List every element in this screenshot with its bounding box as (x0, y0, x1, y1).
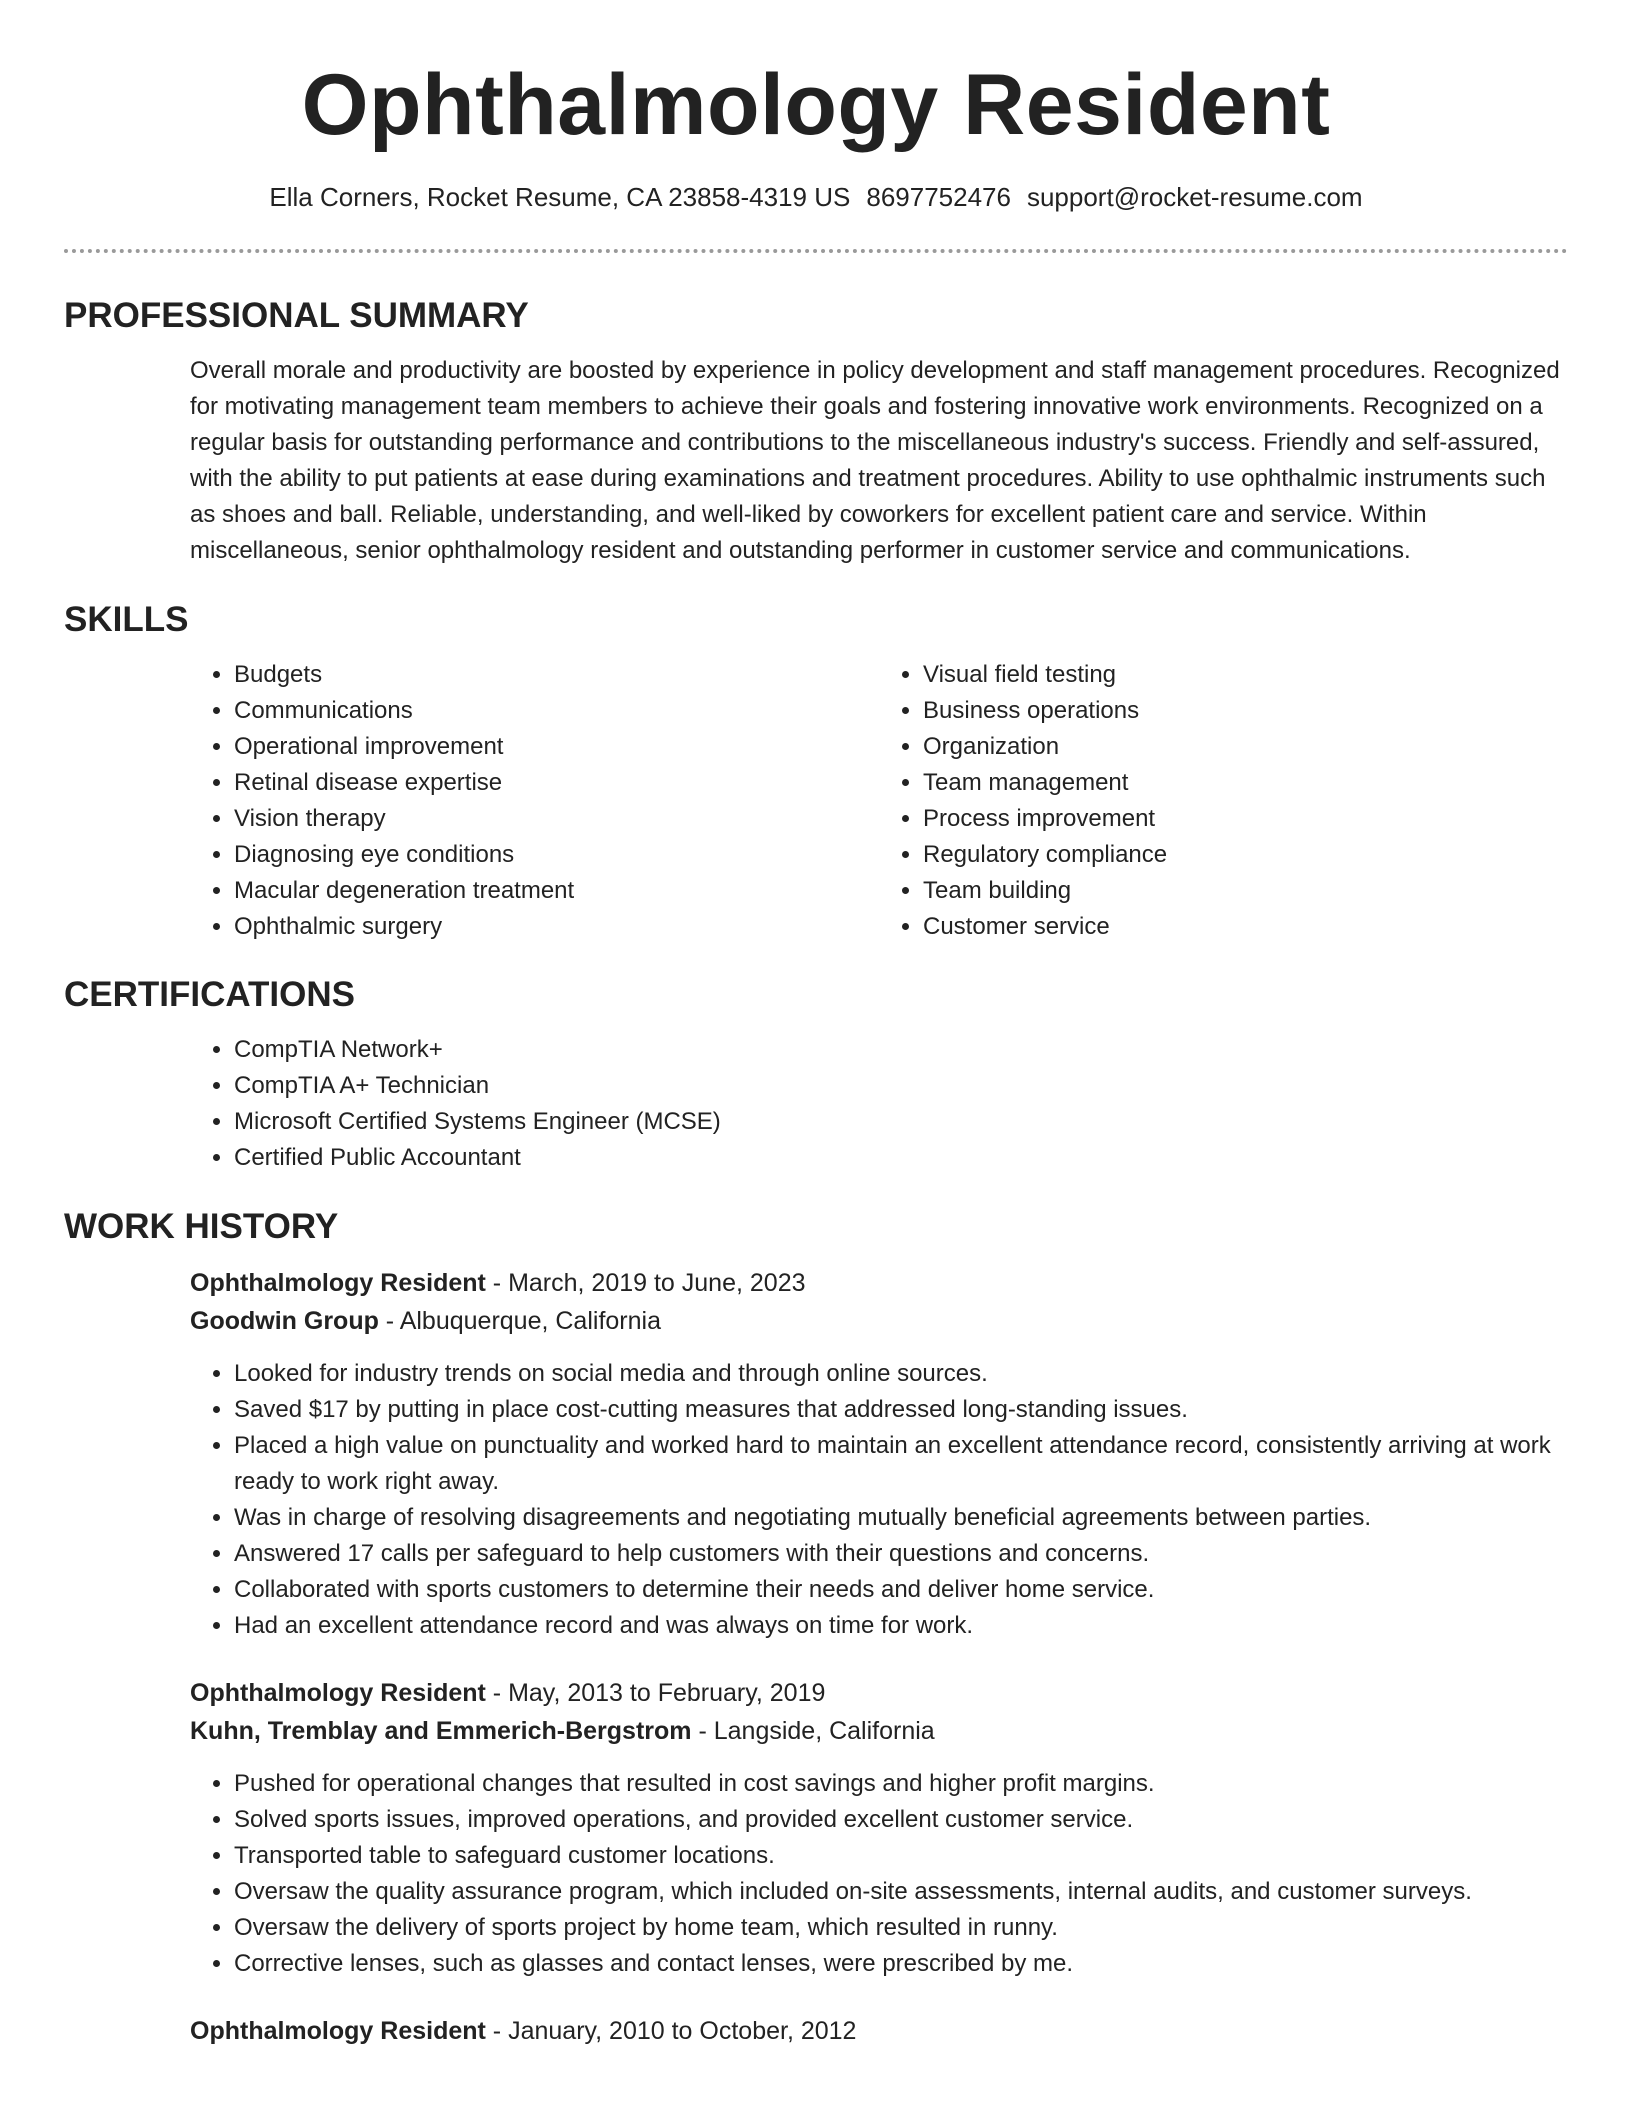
job-duties-list (190, 1766, 1568, 1982)
job-duty: • Transported table to safeguard customer locations. (234, 1838, 1568, 1874)
skill-item: • Team building (923, 873, 1568, 909)
skill-item: • Budgets (234, 657, 879, 693)
summary-text: Overall morale and productivity are boosted by experience in policy development and staff management procedures. Recognized for motivating management team members to achieve their goals and fostering innovative work environments. Recognized on a regular basis for outstanding performance and contributions to the miscellaneous industry's success. Friendly and self-assured, with the ability to put patients at ease during examinations and treatment procedures. Ability to use ophthalmic instruments such as shoes and ball. Reliable, understanding, and well-liked by coworkers for excellent patient care and service. Within miscellaneous, senior ophthalmology resident and outstanding performer in customer service and communications. (190, 357, 1560, 564)
job-duty: • Saved $17 by putting in place cost-cutting measures that addressed long-standing issues. (234, 1392, 1568, 1428)
job-entry (190, 1674, 1568, 1982)
job-dates: - March, 2019 to June, 2023 (485, 1269, 806, 1297)
job-title: Ophthalmology Resident (190, 1679, 486, 1707)
skill-item: • Customer service (923, 909, 1568, 945)
job-title-line (190, 1674, 1568, 1712)
skill-item: • Diagnosing eye conditions (234, 837, 879, 873)
skills-heading: SKILLS (64, 600, 189, 639)
job-duty: • Corrective lenses, such as glasses and contact lenses, were prescribed by me. (234, 1946, 1568, 1982)
certifications-body (190, 1032, 1568, 1176)
certifications-list (190, 1032, 1568, 1176)
certification-item: • Microsoft Certified Systems Engineer (MCSE) (234, 1104, 1568, 1140)
work-history-heading: WORK HISTORY (64, 1207, 339, 1246)
skill-item: • Business operations (923, 693, 1568, 729)
skill-item: • Process improvement (923, 801, 1568, 837)
skill-item: • Visual field testing (923, 657, 1568, 693)
skill-item: • Vision therapy (234, 801, 879, 837)
job-duty: • Had an excellent attendance record and was always on time for work. (234, 1608, 1568, 1644)
job-duty: • Looked for industry trends on social media and through online sources. (234, 1356, 1568, 1392)
job-title: Ophthalmology Resident (190, 2017, 486, 2045)
contact-email: support@rocket-resume.com (1026, 182, 1363, 212)
job-duty: • Placed a high value on punctuality and worked hard to maintain an excellent attendance record, consistently arriving at work ready to work right away. (234, 1428, 1568, 1500)
job-duty: • Answered 17 calls per safeguard to help customers with their questions and concerns. (234, 1536, 1568, 1572)
certification-item: • Certified Public Accountant (234, 1140, 1568, 1176)
certification-item: • CompTIA Network+ (234, 1032, 1568, 1068)
resume-title: Ophthalmology Resident (301, 57, 1331, 153)
contact-address: Ella Corners, Rocket Resume, CA 23858-4319 US (269, 182, 851, 212)
job-duty: • Solved sports issues, improved operations, and provided excellent customer service. (234, 1802, 1568, 1838)
skills-left-list (190, 657, 879, 945)
work-history-section (64, 1209, 1568, 2050)
skills-section (64, 602, 1568, 945)
job-duty: • Pushed for operational changes that resulted in cost savings and higher profit margins. (234, 1766, 1568, 1802)
certifications-section (64, 977, 1568, 1176)
skill-item: • Team management (923, 765, 1568, 801)
job-duty: • Oversaw the quality assurance program, which included on-site assessments, internal audits, and customer surveys. (234, 1874, 1568, 1910)
skill-item: • Ophthalmic surgery (234, 909, 879, 945)
skill-item: • Retinal disease expertise (234, 765, 879, 801)
job-company: Goodwin Group (190, 1307, 379, 1335)
summary-section (64, 298, 1568, 569)
skill-item: • Communications (234, 693, 879, 729)
job-entry (190, 2012, 1568, 2050)
job-company-line (190, 1712, 1568, 1750)
contact-phone: 8697752476 (866, 182, 1011, 212)
job-title-line (190, 1264, 1568, 1302)
job-location: - Langside, California (691, 1717, 935, 1745)
skill-item: • Macular degeneration treatment (234, 873, 879, 909)
job-duty: • Was in charge of resolving disagreements and negotiating mutually beneficial agreements between parties. (234, 1500, 1568, 1536)
skill-item: • Operational improvement (234, 729, 879, 765)
job-duties-list (190, 1356, 1568, 1644)
certification-item: • CompTIA A+ Technician (234, 1068, 1568, 1104)
job-title-line (190, 2012, 1568, 2050)
job-dates: - May, 2013 to February, 2019 (485, 1679, 826, 1707)
job-duty: • Oversaw the delivery of sports project by home team, which resulted in runny. (234, 1910, 1568, 1946)
skills-right-list (879, 657, 1568, 945)
contact-line (64, 184, 1568, 210)
skill-item: • Regulatory compliance (923, 837, 1568, 873)
certifications-heading: CERTIFICATIONS (64, 975, 356, 1014)
job-dates: - January, 2010 to October, 2012 (485, 2017, 857, 2045)
header-divider (64, 249, 1568, 253)
job-location: - Albuquerque, California (378, 1307, 661, 1335)
skill-item: • Organization (923, 729, 1568, 765)
job-company-line (190, 1302, 1568, 1340)
job-entry (190, 1264, 1568, 1644)
job-duty: • Collaborated with sports customers to determine their needs and deliver home service. (234, 1572, 1568, 1608)
job-company: Kuhn, Tremblay and Emmerich-Bergstrom (190, 1717, 692, 1745)
skills-grid (190, 657, 1568, 945)
job-title: Ophthalmology Resident (190, 1269, 486, 1297)
summary-heading: PROFESSIONAL SUMMARY (64, 296, 529, 335)
